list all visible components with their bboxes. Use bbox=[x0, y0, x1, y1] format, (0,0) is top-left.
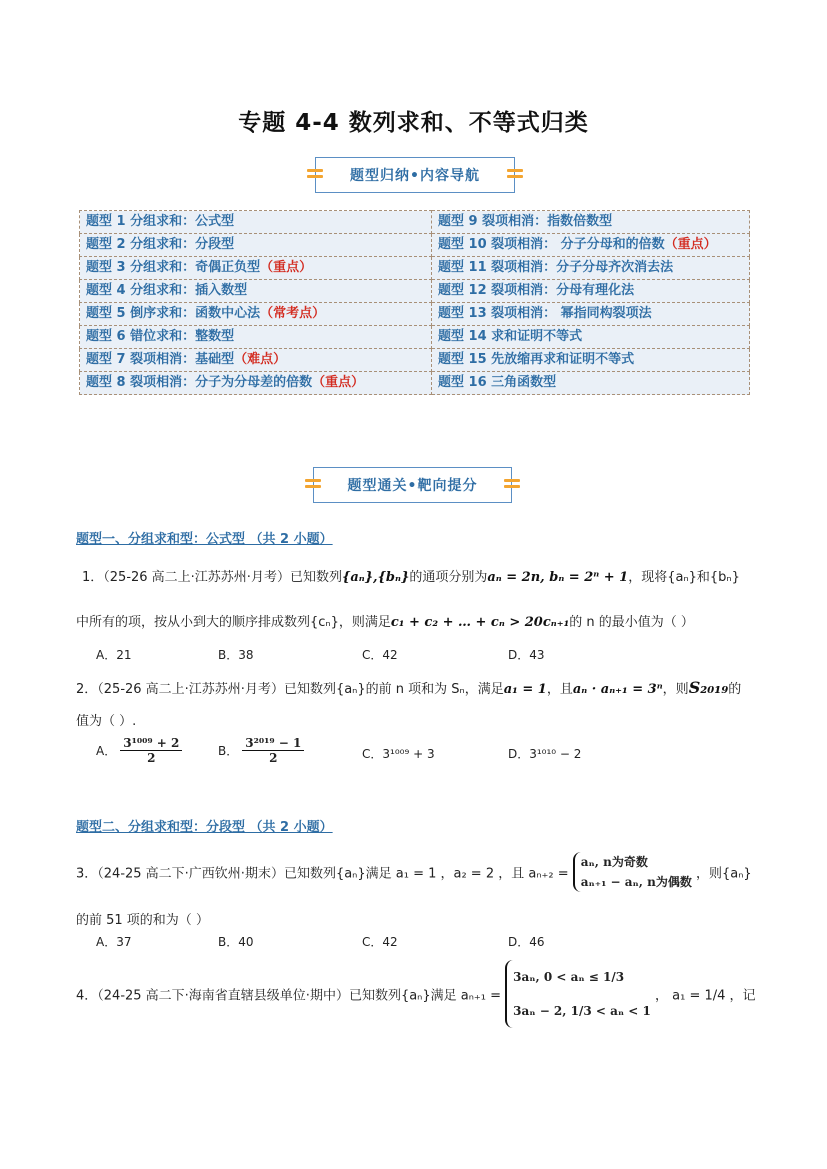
q3-option-c[interactable]: C．42 bbox=[362, 935, 398, 949]
q2-text: ，且 bbox=[546, 682, 573, 697]
question-3-line-2: 的前 51 项的和为（ ） bbox=[76, 913, 209, 928]
q2-option-a-fraction bbox=[120, 736, 182, 765]
nav-topic-label: 题型 9 裂项相消：指数倍数型 bbox=[438, 214, 613, 229]
nav-topic-item[interactable] bbox=[432, 326, 750, 349]
nav-banner bbox=[315, 157, 515, 193]
nav-topic-label: 题型 12 裂项相消：分母有理化法 bbox=[438, 283, 635, 298]
q2-target-sum: S₂₀₁₉ bbox=[688, 678, 729, 697]
q3-case-odd: aₙ, n为奇数 bbox=[580, 855, 648, 869]
nav-topic-item[interactable] bbox=[432, 234, 750, 257]
q2-text-end: 的 bbox=[728, 682, 742, 697]
q3-option-d[interactable]: D．46 bbox=[508, 935, 545, 949]
q1-option-a[interactable]: A．21 bbox=[96, 648, 132, 662]
q3-option-b[interactable]: B．40 bbox=[218, 935, 254, 949]
nav-topic-item[interactable] bbox=[432, 257, 750, 280]
fraction-denominator: 2 bbox=[147, 751, 156, 765]
nav-row bbox=[80, 303, 750, 326]
q1-text: 的通项分别为 bbox=[409, 570, 488, 585]
q1-set: {aₙ},{bₙ} bbox=[341, 570, 410, 585]
q4-case-1: 3aₙ, 0 < aₙ ≤ 1/3 bbox=[513, 970, 625, 984]
nav-row bbox=[80, 211, 750, 234]
q3-text: 3．（24-25 高二下·广西钦州·期末）已知数列{aₙ}满足 a₁ = 1 ，a₂ = 2 ，且 aₙ₊₂ = bbox=[76, 866, 569, 882]
q2-recurrence: aₙ · aₙ₊₁ = 3ⁿ bbox=[572, 682, 663, 697]
nav-topic-label: 题型 15 先放缩再求和证明不等式 bbox=[438, 352, 635, 367]
q2-source: 2．（25-26 高二上·江苏苏州·月考）已知数列{aₙ}的前 n 项和为 Sₙ，满足 bbox=[76, 682, 504, 697]
q4-text: 4．（24-25 高二下·海南省直辖县级单位·期中）已知数列{aₙ}满足 aₙ₊₁ = bbox=[76, 988, 502, 1004]
nav-topic-item[interactable] bbox=[80, 326, 432, 349]
nav-topic-label: 题型 1 分组求和：公式型 bbox=[86, 214, 235, 229]
nav-topic-item[interactable] bbox=[80, 372, 432, 395]
nav-topic-item[interactable] bbox=[432, 349, 750, 372]
q3-case-even: aₙ₊₁ − aₙ, n为偶数 bbox=[580, 875, 692, 889]
question-1-line-1 bbox=[82, 566, 740, 585]
q2-option-b[interactable] bbox=[218, 736, 304, 765]
nav-row bbox=[80, 326, 750, 349]
q1-option-d[interactable]: D．43 bbox=[508, 648, 545, 662]
q1-option-c[interactable]: C．42 bbox=[362, 648, 398, 662]
question-4-line-1 bbox=[76, 960, 756, 1028]
nav-topic-label: 题型 5 倒序求和：函数中心法 bbox=[86, 306, 261, 321]
fraction-numerator: 3²⁰¹⁹ − 1 bbox=[242, 736, 304, 751]
fraction-numerator: 3¹⁰⁰⁹ + 2 bbox=[120, 736, 182, 751]
nav-row bbox=[80, 372, 750, 395]
q1-inequality: c₁ + c₂ + … + cₙ > 20cₙ₊₁ bbox=[390, 615, 570, 630]
nav-topic-label: 题型 16 三角函数型 bbox=[438, 375, 557, 390]
q4-case-2: 3aₙ − 2, 1/3 < aₙ < 1 bbox=[513, 1004, 651, 1018]
nav-topic-item[interactable] bbox=[80, 211, 432, 234]
nav-topic-item[interactable] bbox=[80, 234, 432, 257]
page-title: 专题 4-4 数列求和、不等式归类 bbox=[238, 110, 589, 136]
question-2-line-1 bbox=[76, 678, 741, 697]
nav-topic-label: 题型 2 分组求和：分段型 bbox=[86, 237, 235, 252]
nav-row bbox=[80, 280, 750, 303]
question-2-line-2: 值为（ ）. bbox=[76, 714, 137, 729]
nav-topic-label: 题型 11 裂项相消：分子分母齐次消去法 bbox=[438, 260, 674, 275]
practice-banner-label: 题型通关•靶向提分 bbox=[347, 478, 478, 494]
q1-line2-text: 中所有的项，按从小到大的顺序排成数列{cₙ}，则满足 bbox=[76, 615, 391, 630]
nav-topic-item[interactable] bbox=[80, 257, 432, 280]
nav-topic-label: 题型 14 求和证明不等式 bbox=[438, 329, 583, 344]
banner-deco-icon bbox=[305, 479, 321, 491]
nav-row bbox=[80, 257, 750, 280]
nav-topic-label: 题型 13 裂项相消： 幂指同构裂项法 bbox=[438, 306, 652, 321]
q2-option-b-label: B． bbox=[218, 744, 239, 758]
nav-topic-item[interactable] bbox=[432, 303, 750, 326]
q3-piecewise bbox=[573, 852, 692, 892]
q2-option-c[interactable]: C．3¹⁰⁰⁹ + 3 bbox=[362, 747, 435, 761]
q2-option-d[interactable]: D．3¹⁰¹⁰ − 2 bbox=[508, 747, 582, 761]
nav-topic-item[interactable] bbox=[432, 372, 750, 395]
banner-deco-icon bbox=[504, 479, 520, 491]
nav-topic-label: 题型 7 裂项相消：基础型 bbox=[86, 352, 235, 367]
nav-banner-label: 题型归纳•内容导航 bbox=[350, 168, 480, 184]
section-heading-1: 题型一、分组求和型：公式型 （共 2 小题） bbox=[76, 532, 333, 547]
q4-piecewise bbox=[505, 960, 651, 1028]
nav-topic-tag: （重点） bbox=[312, 375, 365, 390]
nav-topic-item[interactable] bbox=[80, 349, 432, 372]
topic-nav-table bbox=[79, 210, 750, 395]
nav-topic-label: 题型 3 分组求和：奇偶正负型 bbox=[86, 260, 261, 275]
q3-option-a[interactable]: A．37 bbox=[96, 935, 132, 949]
q2-initial: a₁ = 1 bbox=[503, 682, 547, 697]
q3-text-end: ，则{aₙ} bbox=[696, 866, 752, 882]
section-heading-2: 题型二、分组求和型：分段型 （共 2 小题） bbox=[76, 820, 333, 835]
nav-topic-item[interactable] bbox=[80, 303, 432, 326]
nav-row bbox=[80, 234, 750, 257]
q1-text-end: ，现将{aₙ}和{bₙ} bbox=[628, 570, 740, 585]
fraction-denominator: 2 bbox=[269, 751, 278, 765]
q1-option-b[interactable]: B．38 bbox=[218, 648, 254, 662]
nav-topic-item[interactable] bbox=[432, 280, 750, 303]
q4-text-end: ， a₁ = 1/4 ，记 bbox=[655, 988, 756, 1004]
nav-topic-label: 题型 6 错位求和：整数型 bbox=[86, 329, 235, 344]
nav-topic-item[interactable] bbox=[80, 280, 432, 303]
nav-topic-label: 题型 8 裂项相消：分子为分母差的倍数 bbox=[86, 375, 313, 390]
nav-topic-label: 题型 4 分组求和：插入数型 bbox=[86, 283, 248, 298]
practice-banner bbox=[313, 467, 512, 503]
q2-option-a[interactable] bbox=[96, 736, 182, 765]
nav-topic-tag: （常考点） bbox=[260, 306, 326, 321]
question-3-line-1 bbox=[76, 852, 752, 892]
q2-text-2: ，则 bbox=[662, 682, 689, 697]
q1-source: 1．（25-26 高二上·江苏苏州·月考）已知数列 bbox=[82, 570, 342, 585]
q1-line2-end: 的 n 的最小值为（ ） bbox=[569, 615, 694, 630]
nav-row bbox=[80, 349, 750, 372]
nav-topic-tag: （难点） bbox=[234, 352, 287, 367]
q2-option-b-fraction bbox=[242, 736, 304, 765]
q1-formula: aₙ = 2n, bₙ = 2ⁿ + 1 bbox=[487, 570, 629, 585]
q2-option-a-label: A． bbox=[96, 744, 117, 758]
question-1-line-2 bbox=[76, 611, 694, 630]
banner-deco-icon bbox=[307, 169, 323, 181]
banner-deco-icon bbox=[507, 169, 523, 181]
nav-topic-tag: （重点） bbox=[260, 260, 313, 275]
nav-topic-label: 题型 10 裂项相消： 分子分母和的倍数 bbox=[438, 237, 665, 252]
nav-topic-item[interactable] bbox=[432, 211, 750, 234]
nav-topic-tag: （重点） bbox=[664, 237, 717, 252]
